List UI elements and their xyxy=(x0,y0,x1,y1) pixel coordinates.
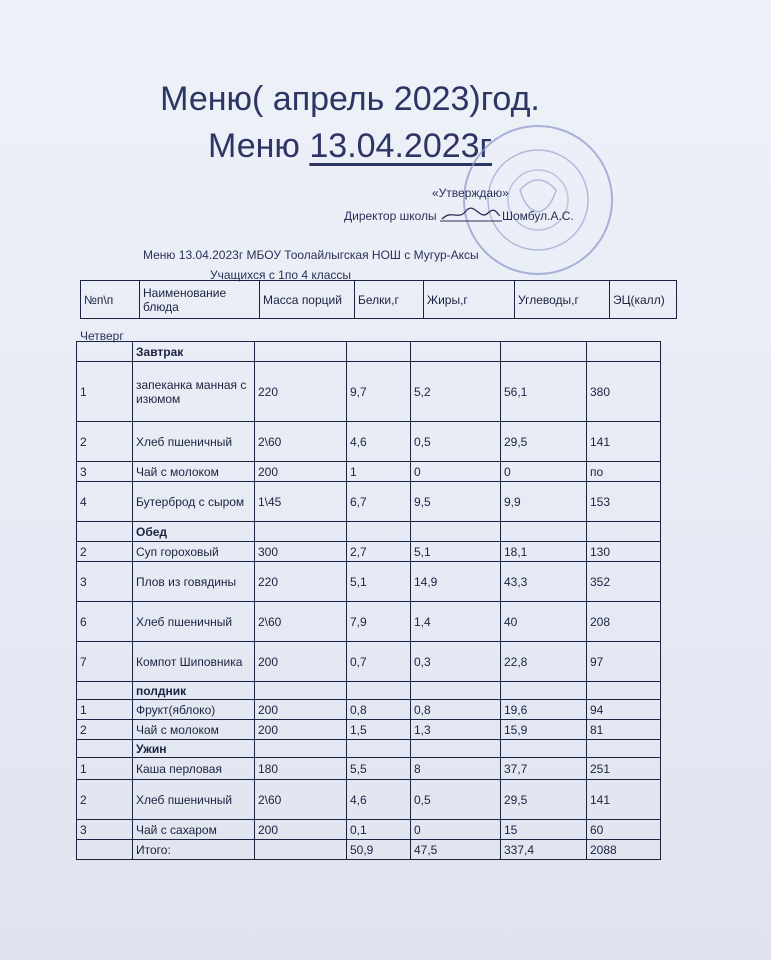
table-cell: 15,9 xyxy=(501,720,587,740)
table-row xyxy=(77,780,661,820)
total-cell xyxy=(255,840,347,860)
table-cell: 9,9 xyxy=(501,482,587,522)
empty-cell xyxy=(255,740,347,758)
table-cell: 2\60 xyxy=(255,422,347,462)
section-title: Обед xyxy=(133,522,255,542)
table-cell: Бутерброд с сыром xyxy=(133,482,255,522)
table-cell: 0,8 xyxy=(347,700,411,720)
table-cell: по xyxy=(587,462,661,482)
total-cell: 2088 xyxy=(587,840,661,860)
table-row xyxy=(77,720,661,740)
table-cell: 4,6 xyxy=(347,780,411,820)
empty-cell xyxy=(587,740,661,758)
menu-date: 13.04.2023г xyxy=(309,127,492,165)
total-cell: 47,5 xyxy=(411,840,501,860)
table-cell: 0 xyxy=(411,462,501,482)
empty-cell xyxy=(411,682,501,700)
table-cell: 3 xyxy=(77,462,133,482)
table-cell: 29,5 xyxy=(501,422,587,462)
table-cell: Хлеб пшеничный xyxy=(133,780,255,820)
header-cell: №п\п xyxy=(81,281,140,319)
section-title: Ужин xyxy=(133,740,255,758)
director-name: Шомбул.А.С. xyxy=(502,209,574,223)
table-cell: 56,1 xyxy=(501,362,587,422)
table-cell: 251 xyxy=(587,758,661,780)
table-cell: 0 xyxy=(501,462,587,482)
school-stamp xyxy=(458,120,618,280)
table-cell: 37,7 xyxy=(501,758,587,780)
page-title: Меню( апрель 2023)год. xyxy=(160,80,540,118)
table-cell: 2 xyxy=(77,422,133,462)
menu-date-prefix: Меню xyxy=(208,127,310,165)
table-cell: 60 xyxy=(587,820,661,840)
signature-icon xyxy=(440,207,502,223)
table-cell: 153 xyxy=(587,482,661,522)
table-row xyxy=(77,542,661,562)
table-cell: 380 xyxy=(587,362,661,422)
section-row xyxy=(77,342,661,362)
table-row xyxy=(77,820,661,840)
table-cell: 208 xyxy=(587,602,661,642)
table-cell: 2\60 xyxy=(255,602,347,642)
table-cell: запеканка манная с изюмом xyxy=(133,362,255,422)
table-cell: 200 xyxy=(255,462,347,482)
header-cell: Белки,г xyxy=(355,281,424,319)
table-cell: 200 xyxy=(255,720,347,740)
table-cell: 0,1 xyxy=(347,820,411,840)
section-row xyxy=(77,740,661,758)
empty-cell xyxy=(587,522,661,542)
header-table xyxy=(80,280,677,319)
empty-cell xyxy=(77,342,133,362)
empty-cell xyxy=(255,342,347,362)
table-cell: Чай с молоком xyxy=(133,462,255,482)
table-cell: 220 xyxy=(255,562,347,602)
empty-cell xyxy=(255,522,347,542)
empty-cell xyxy=(501,342,587,362)
table-cell: 0,7 xyxy=(347,642,411,682)
table-cell: 8 xyxy=(411,758,501,780)
table-cell: 6 xyxy=(77,602,133,642)
header-cell: Углеводы,г xyxy=(515,281,610,319)
table-cell: 200 xyxy=(255,642,347,682)
table-cell: Плов из говядины xyxy=(133,562,255,602)
table-cell: Чай с сахаром xyxy=(133,820,255,840)
table-cell: 0 xyxy=(411,820,501,840)
table-cell: 0,3 xyxy=(411,642,501,682)
table-row xyxy=(77,462,661,482)
section-title: Завтрак xyxy=(133,342,255,362)
empty-cell xyxy=(501,682,587,700)
total-cell: 50,9 xyxy=(347,840,411,860)
table-cell: 141 xyxy=(587,780,661,820)
table-cell: 14,9 xyxy=(411,562,501,602)
table-row xyxy=(77,700,661,720)
menu-table xyxy=(76,341,661,860)
empty-cell xyxy=(411,342,501,362)
table-cell: 9,5 xyxy=(411,482,501,522)
empty-cell xyxy=(587,342,661,362)
table-cell: 9,7 xyxy=(347,362,411,422)
table-cell: Чай с молоком xyxy=(133,720,255,740)
table-cell: 3 xyxy=(77,562,133,602)
header-cell: Жиры,г xyxy=(424,281,515,319)
table-cell: 7,9 xyxy=(347,602,411,642)
table-cell: 141 xyxy=(587,422,661,462)
total-cell: Итого: xyxy=(133,840,255,860)
table-cell: 43,3 xyxy=(501,562,587,602)
header-cell: Масса порций xyxy=(260,281,355,319)
table-row xyxy=(77,642,661,682)
table-cell: 15 xyxy=(501,820,587,840)
director-line xyxy=(344,207,574,223)
table-row xyxy=(77,482,661,522)
table-cell: 6,7 xyxy=(347,482,411,522)
table-cell: 0,5 xyxy=(411,422,501,462)
table-cell: 5,2 xyxy=(411,362,501,422)
approval-label: «Утверждаю» xyxy=(432,186,509,200)
total-cell: 337,4 xyxy=(501,840,587,860)
table-cell: 1,4 xyxy=(411,602,501,642)
table-cell: 130 xyxy=(587,542,661,562)
table-cell: 1 xyxy=(77,700,133,720)
table-cell: 180 xyxy=(255,758,347,780)
table-cell: 1\45 xyxy=(255,482,347,522)
table-cell: Хлеб пшеничный xyxy=(133,422,255,462)
table-cell: 1 xyxy=(347,462,411,482)
empty-cell xyxy=(347,740,411,758)
empty-cell xyxy=(347,342,411,362)
table-cell: 5,5 xyxy=(347,758,411,780)
header-cell: ЭЦ(калл) xyxy=(610,281,677,319)
table-cell: 97 xyxy=(587,642,661,682)
total-row xyxy=(77,840,661,860)
table-cell: 2 xyxy=(77,780,133,820)
table-cell: 4,6 xyxy=(347,422,411,462)
table-cell: 200 xyxy=(255,820,347,840)
table-row xyxy=(77,758,661,780)
table-cell: 22,8 xyxy=(501,642,587,682)
table-cell: 2\60 xyxy=(255,780,347,820)
empty-cell xyxy=(77,682,133,700)
table-row xyxy=(77,362,661,422)
table-cell: 352 xyxy=(587,562,661,602)
table-cell: 40 xyxy=(501,602,587,642)
table-cell: 220 xyxy=(255,362,347,422)
table-cell: 5,1 xyxy=(347,562,411,602)
table-cell: 1,5 xyxy=(347,720,411,740)
empty-cell xyxy=(411,522,501,542)
header-cell: Наименование блюда xyxy=(140,281,260,319)
empty-cell xyxy=(501,740,587,758)
director-label: Директор школы xyxy=(344,209,437,223)
table-row xyxy=(77,562,661,602)
empty-cell xyxy=(501,522,587,542)
empty-cell xyxy=(255,682,347,700)
section-row xyxy=(77,682,661,700)
total-cell xyxy=(77,840,133,860)
table-cell: 19,6 xyxy=(501,700,587,720)
section-row xyxy=(77,522,661,542)
table-cell: Компот Шиповника xyxy=(133,642,255,682)
menu-subtitle: Меню 13.04.2023г МБОУ Тоолайлыгская НОШ с Мугур-Аксы xyxy=(143,248,479,262)
table-cell: 2 xyxy=(77,542,133,562)
table-cell: 3 xyxy=(77,820,133,840)
table-cell: Каша перловая xyxy=(133,758,255,780)
table-cell: 200 xyxy=(255,700,347,720)
table-cell: 1 xyxy=(77,758,133,780)
students-subtitle: Учащихся с 1по 4 классы xyxy=(210,268,352,282)
table-cell: 300 xyxy=(255,542,347,562)
table-cell: 5,1 xyxy=(411,542,501,562)
empty-cell xyxy=(347,682,411,700)
table-cell: 7 xyxy=(77,642,133,682)
empty-cell xyxy=(77,740,133,758)
table-cell: Фрукт(яблоко) xyxy=(133,700,255,720)
table-cell: 94 xyxy=(587,700,661,720)
header-row xyxy=(81,281,677,319)
table-cell: 29,5 xyxy=(501,780,587,820)
table-cell: Суп гороховый xyxy=(133,542,255,562)
table-cell: 4 xyxy=(77,482,133,522)
empty-cell xyxy=(587,682,661,700)
empty-cell xyxy=(77,522,133,542)
table-cell: 0,8 xyxy=(411,700,501,720)
empty-cell xyxy=(347,522,411,542)
table-cell: 0,5 xyxy=(411,780,501,820)
table-cell: 2 xyxy=(77,720,133,740)
table-cell: 2,7 xyxy=(347,542,411,562)
table-cell: 81 xyxy=(587,720,661,740)
table-cell: 18,1 xyxy=(501,542,587,562)
table-row xyxy=(77,602,661,642)
table-row xyxy=(77,422,661,462)
empty-cell xyxy=(411,740,501,758)
day-label: Четверг xyxy=(80,329,124,343)
table-cell: Хлеб пшеничный xyxy=(133,602,255,642)
table-cell: 1 xyxy=(77,362,133,422)
section-title: полдник xyxy=(133,682,255,700)
table-cell: 1,3 xyxy=(411,720,501,740)
